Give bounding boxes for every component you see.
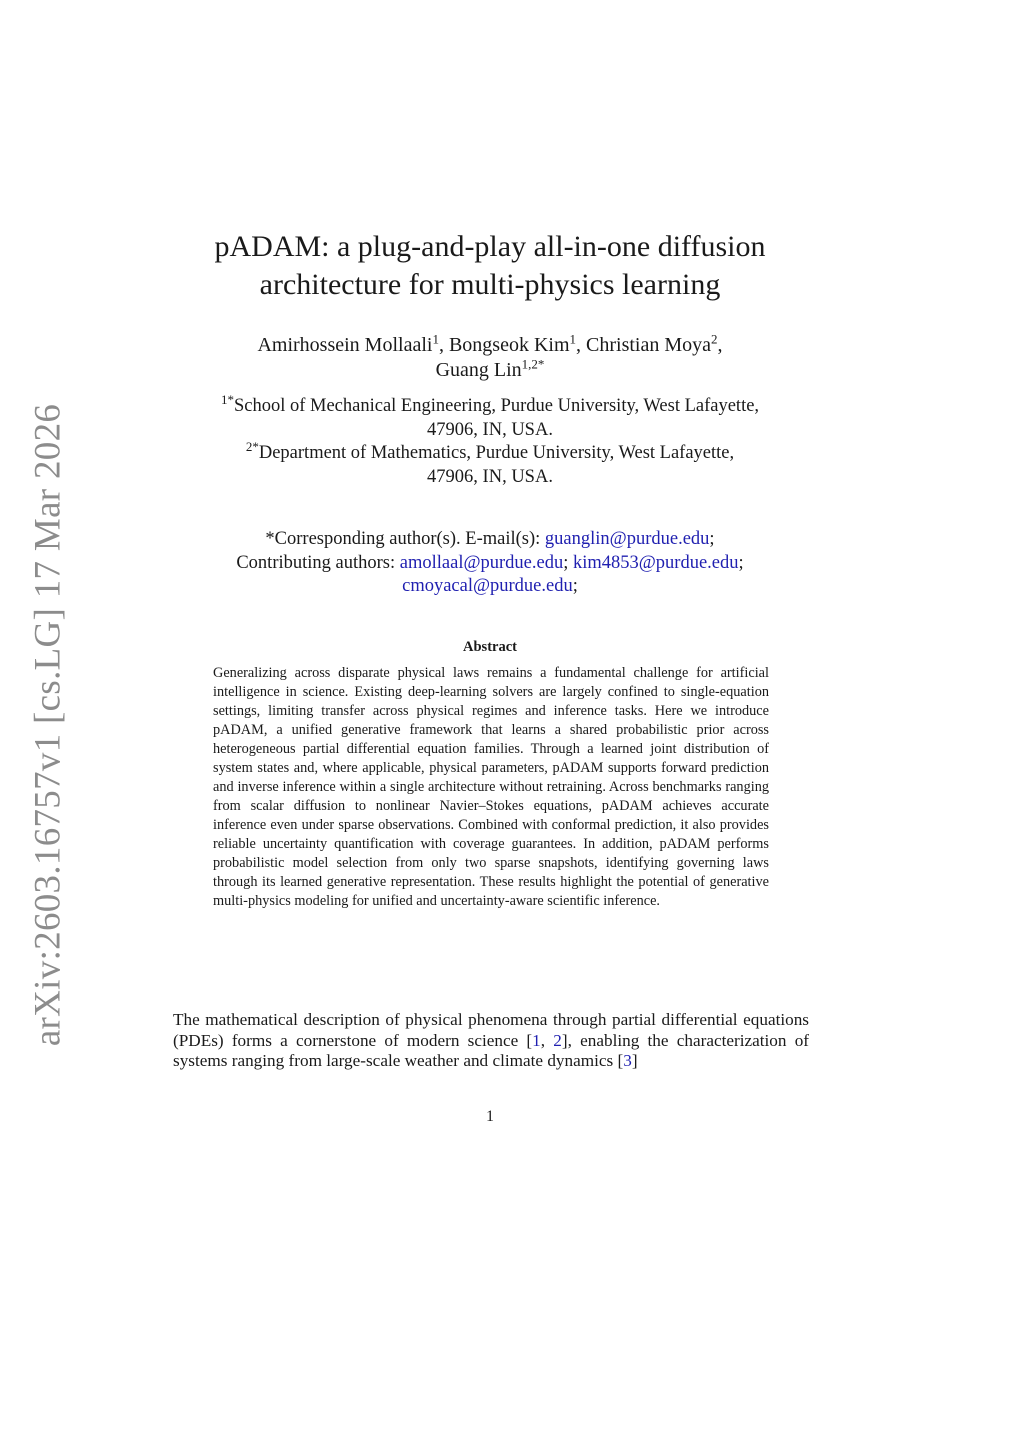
author-name: Guang Lin xyxy=(435,359,522,381)
author-name: Christian Moya xyxy=(586,334,712,356)
author-separator: , xyxy=(438,334,449,356)
contributing-label: Contributing authors: xyxy=(236,552,400,573)
author-list xyxy=(150,333,830,383)
contributing-email-link[interactable]: amollaal@purdue.edu xyxy=(399,552,564,573)
contributing-email-link[interactable]: cmoyacal@purdue.edu xyxy=(402,576,573,596)
author-affiliation-mark: 1,2* xyxy=(521,356,545,372)
body-text-segment: , xyxy=(540,1030,554,1050)
author-separator: , xyxy=(717,334,723,356)
contributing-email-link[interactable]: kim4853@purdue.edu xyxy=(572,552,739,573)
title-line-2: architecture for multi-physics learning xyxy=(259,268,721,301)
author-separator: , xyxy=(576,334,587,356)
citation-link[interactable]: 1 xyxy=(532,1030,541,1050)
affiliation-text: Department of Mathematics, Purdue University, West Lafayette, xyxy=(258,443,735,463)
abstract-text: Generalizing across disparate physical laws remains a fundamental challenge for artificial intelligence in science. Existing deep-learning solvers are largely confined to single-equation settings, limiting transfer across physical regimes and inference tasks. Here we introduce pADAM, a unified generative framework that learns a shared probabilistic prior across heterogeneous partial differential equation families. Through a learned joint distribution of system states and, where applicable, physical parameters, pADAM supports forward prediction and inverse inference within a single architecture without retraining. Across benchmarks ranging from scalar diffusion to nonlinear Navier–Stokes equations, pADAM achieves accurate inference even under sparse observations. Combined with conformal prediction, it also provides reliable uncertainty quantification with coverage guarantees. In addition, pADAM performs probabilistic model selection from only two sparse snapshots, identifying governing laws through its learned generative representation. These results highlight the potential of generative multi-physics modeling for unified and uncertainty-aware scientific inference. xyxy=(213,665,769,909)
affiliation-line xyxy=(150,391,830,419)
citation-link[interactable]: 3 xyxy=(623,1051,632,1071)
body-text-segment: The mathematical description of physical phenomena through partial differential equations (PDEs) forms a cornerstone of modern science [ xyxy=(173,1010,809,1050)
email-terminator: ; xyxy=(572,576,578,596)
affiliation-text: School of Mechanical Engineering, Purdue University, West Lafayette, xyxy=(233,396,760,416)
email-separator: ; xyxy=(563,552,573,573)
author-affiliation-mark: 1 xyxy=(432,331,439,347)
arxiv-identifier-stamp: arXiv:2603.16757v1 [cs.LG] 17 Mar 2026 xyxy=(27,403,69,1047)
email-terminator: ; xyxy=(709,529,715,549)
corresponding-label: *Corresponding author(s). E-mail(s): xyxy=(265,529,545,549)
abstract-heading: Abstract xyxy=(463,639,517,655)
paper-title xyxy=(150,228,830,304)
affiliation-mark: 2* xyxy=(245,438,259,454)
affiliation-mark: 1* xyxy=(220,391,234,407)
corresponding-author-line xyxy=(150,528,830,552)
author-name: Amirhossein Mollaali xyxy=(257,334,433,356)
author-affiliation-mark: 1 xyxy=(569,331,577,347)
email-terminator: ; xyxy=(738,552,744,573)
title-line-1: pADAM: a plug-and-play all-in-one diffusion xyxy=(214,230,766,263)
body-paragraph xyxy=(173,1010,809,1072)
affiliation-list xyxy=(150,391,830,489)
body-text-segment: ], enabling the characterization of systems ranging from large-scale weather and climate dynamics [ xyxy=(173,1030,810,1071)
affiliation-line xyxy=(150,438,830,466)
affiliation-line: 47906, IN, USA. xyxy=(427,466,553,487)
contact-info xyxy=(150,528,830,599)
corresponding-email-link[interactable]: guanglin@purdue.edu xyxy=(544,529,710,549)
author-name: Bongseok Kim xyxy=(448,334,570,356)
citation-link[interactable]: 2 xyxy=(553,1030,562,1050)
body-text-segment: ] xyxy=(631,1051,638,1071)
contributing-authors-line-2 xyxy=(150,575,830,599)
contributing-authors-line xyxy=(150,552,830,576)
affiliation-line: 47906, IN, USA. xyxy=(427,419,553,440)
page-number: 1 xyxy=(486,1108,494,1125)
author-affiliation-mark: 2 xyxy=(711,331,718,347)
